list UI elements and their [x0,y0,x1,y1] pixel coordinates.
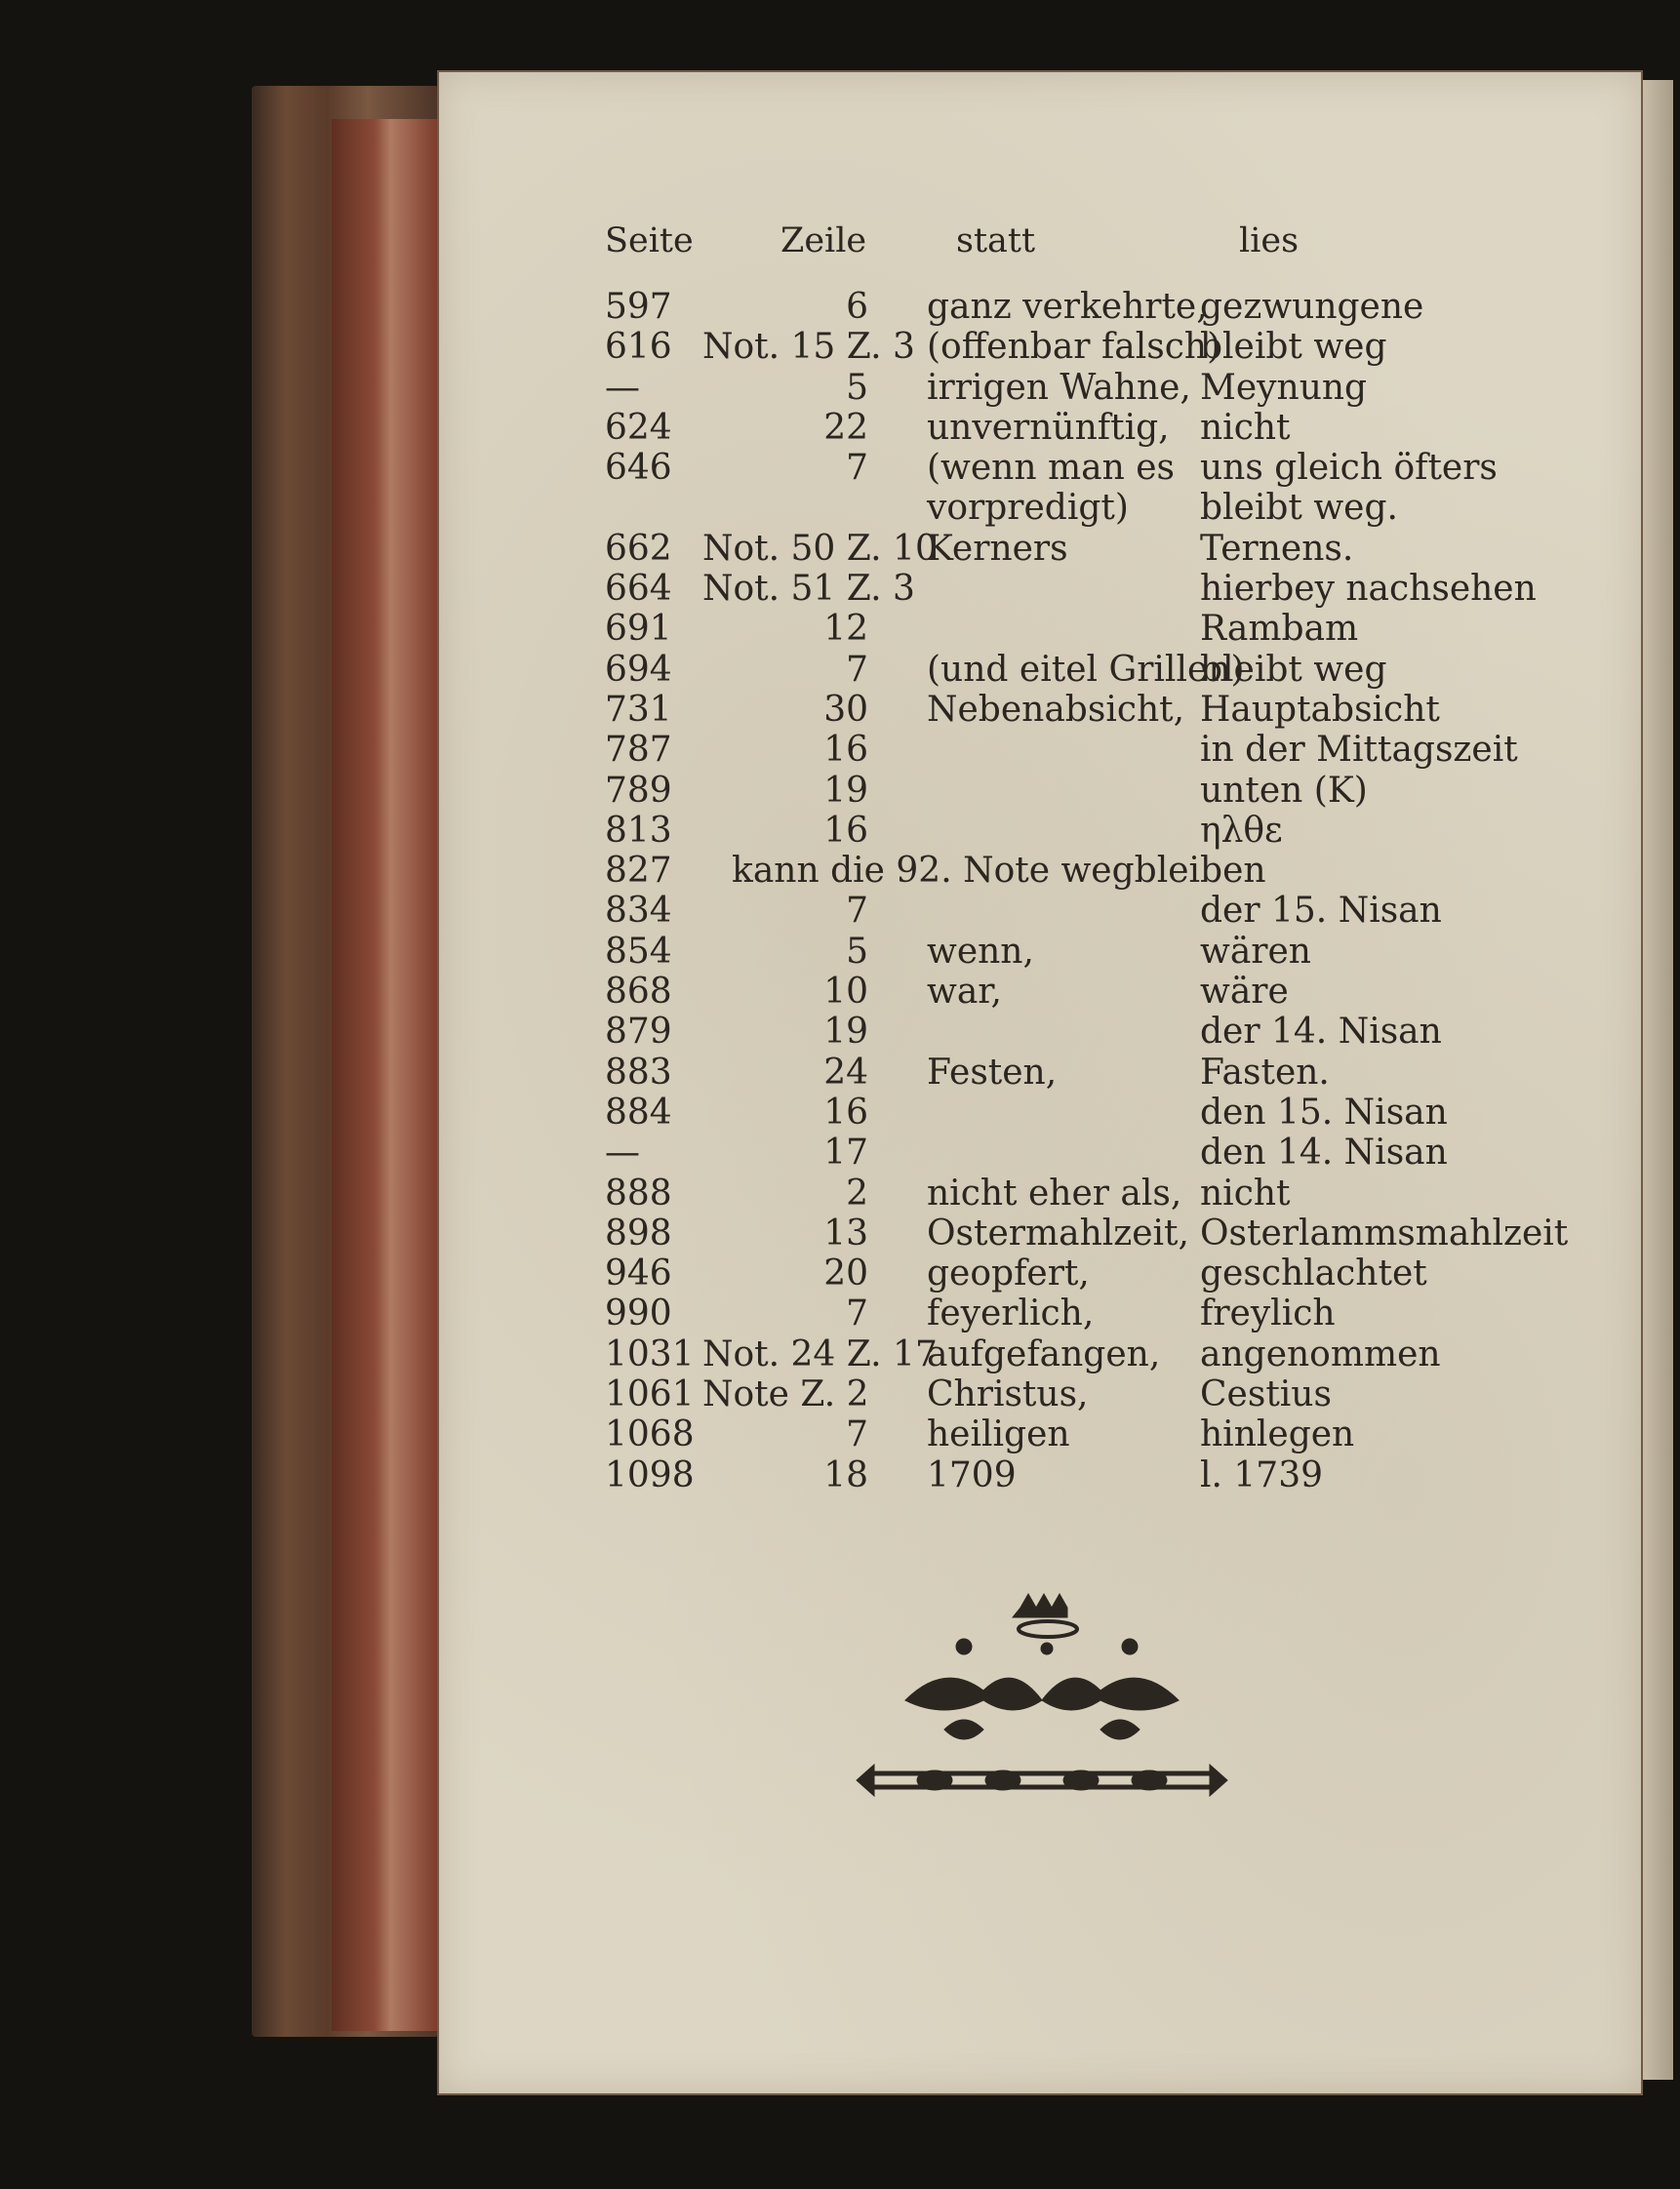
row-zeile: 24 [823,1052,868,1093]
row-seite: 691 [605,609,672,650]
errata-row [605,1374,1532,1414]
errata-row [605,771,1532,811]
row-zeile: 19 [823,1012,868,1053]
errata-row [605,1455,1532,1495]
row-lies: wäre [1200,972,1289,1013]
row-zeile: Not. 24 Z. 17 [702,1333,938,1374]
row-lies: angenommen [1200,1333,1441,1374]
row-statt: Christus, [927,1374,1089,1415]
errata-row [605,1294,1532,1333]
row-seite: 646 [605,448,672,489]
row-lies: bleibt weg [1200,649,1387,690]
row-lies: nicht [1200,407,1291,448]
row-seite: 990 [605,1294,672,1334]
row-lies: in der Mittagszeit [1200,730,1518,771]
errata-row [605,650,1532,690]
header-zeile: Zeile [780,221,867,260]
row-statt: (offenbar falsch) [927,327,1221,368]
row-lies: Hauptabsicht [1200,689,1440,730]
row-lies: geschlachtet [1200,1254,1427,1294]
row-seite: 946 [605,1254,672,1294]
errata-table [605,217,1569,1495]
row-seite: — [605,1133,640,1174]
row-seite: 1068 [605,1414,695,1455]
errata-row [605,690,1532,730]
row-lies: der 14. Nisan [1200,1012,1442,1053]
row-lies: der 15. Nisan [1200,891,1442,932]
row-lies: nicht [1200,1173,1291,1214]
row-statt: unvernünftig, [927,407,1170,448]
row-statt: Kerners [927,528,1068,569]
row-seite: 662 [605,528,672,569]
errata-row [605,932,1532,972]
row-lies: bleibt weg. [1200,488,1398,529]
row-seite: 664 [605,569,672,610]
row-zeile: Not. 15 Z. 3 [702,327,915,368]
row-zeile: 7 [846,1294,868,1334]
row-zeile: Not. 51 Z. 3 [702,569,915,610]
row-statt: Ostermahlzeit, [927,1213,1189,1254]
row-zeile: 16 [823,730,868,771]
row-statt: Festen, [927,1052,1058,1093]
row-statt: heiligen [927,1414,1070,1455]
errata-row [605,891,1532,931]
errata-row [605,1053,1532,1093]
row-zeile: 5 [846,367,868,408]
row-seite: 1061 [605,1374,695,1415]
errata-row [605,1254,1532,1294]
row-zeile: 16 [823,1092,868,1133]
row-lies: Ternens. [1200,528,1354,569]
errata-row [605,811,1532,851]
row-zeile: 30 [823,689,868,730]
row-zeile: 7 [846,448,868,489]
row-statt: war, [927,972,1002,1013]
crown-floral-vignette-icon [847,1588,1237,1822]
row-zeile: 7 [846,891,868,932]
row-lies: wären [1200,931,1311,972]
row-statt: irrigen Wahne, [927,367,1191,408]
row-statt: wenn, [927,931,1034,972]
row-zeile: 10 [823,972,868,1013]
row-lies: uns gleich öfters [1200,448,1498,489]
row-lies: unten (K) [1200,770,1368,811]
row-lies: l. 1739 [1200,1454,1324,1495]
row-lies: Fasten. [1200,1052,1330,1093]
errata-row [605,327,1532,367]
row-seite: 624 [605,407,672,448]
errata-row [605,1334,1532,1374]
row-lies: den 15. Nisan [1200,1092,1448,1133]
row-statt: Nebenabsicht, [927,689,1185,730]
row-lies: Rambam [1200,609,1359,650]
errata-row [605,1213,1569,1254]
errata-header [605,217,1532,287]
errata-row [605,1174,1532,1214]
header-seite: Seite [605,221,694,260]
page-edges [332,119,439,2031]
errata-row [605,408,1532,448]
errata-rows [605,287,1569,1495]
row-lies: bleibt weg [1200,327,1387,368]
row-statt: geopfert, [927,1254,1090,1294]
row-statt: ganz verkehrte, [927,287,1208,327]
row-zeile: 19 [823,770,868,811]
row-seite: 827 [605,851,672,892]
row-seite: 1031 [605,1333,695,1374]
row-lies: freylich [1200,1294,1336,1334]
header-statt: statt [956,221,1036,260]
row-zeile: 7 [846,1414,868,1455]
row-seite: 813 [605,810,672,851]
row-zeile: 12 [823,609,868,650]
errata-row [605,730,1532,770]
row-lies: den 14. Nisan [1200,1133,1448,1174]
errata-row [605,1414,1532,1454]
row-statt: (wenn man es [927,448,1175,489]
errata-row [605,972,1532,1012]
row-seite: 597 [605,287,672,327]
row-zeile: 20 [823,1254,868,1294]
row-lies: hinlegen [1200,1414,1355,1455]
row-statt: feyerlich, [927,1294,1095,1334]
row-zeile: Note Z. 2 [702,1374,869,1415]
row-zeile: 2 [846,1173,868,1214]
row-seite: 883 [605,1052,672,1093]
row-zeile: 16 [823,810,868,851]
row-seite: 884 [605,1092,672,1133]
row-seite: 834 [605,891,672,932]
errata-row [605,287,1532,327]
row-seite: 1098 [605,1454,695,1495]
row-note: kann die 92. Note wegbleiben [732,851,1266,892]
row-seite: 868 [605,972,672,1013]
row-statt: vorpredigt) [927,488,1129,529]
errata-row [605,851,1532,891]
row-zeile: 6 [846,287,868,327]
errata-row [605,448,1532,488]
row-zeile: 5 [846,931,868,972]
row-zeile: 22 [823,407,868,448]
row-statt: aufgefangen, [927,1333,1161,1374]
row-seite: — [605,367,640,408]
errata-row [605,1133,1532,1173]
row-lies: hierbey nachsehen [1200,569,1537,610]
row-seite: 694 [605,649,672,690]
row-seite: 787 [605,730,672,771]
header-lies: lies [1239,221,1300,260]
row-seite: 898 [605,1213,672,1254]
row-statt: (und eitel Grillen) [927,649,1245,690]
errata-row [605,488,1532,528]
errata-row [605,609,1532,649]
row-seite: 888 [605,1173,672,1214]
row-statt: nicht eher als, [927,1173,1182,1214]
row-lies: Meynung [1200,367,1368,408]
row-seite: 789 [605,770,672,811]
row-lies: ηλθε [1200,810,1283,851]
errata-row [605,1012,1532,1052]
row-lies: Cestius [1200,1374,1332,1415]
row-zeile: 13 [823,1213,868,1254]
row-seite: 616 [605,327,672,368]
row-seite: 731 [605,689,672,730]
row-statt: 1709 [927,1454,1017,1495]
errata-row [605,1093,1532,1133]
row-zeile: 18 [823,1454,868,1495]
errata-row [605,368,1532,408]
row-lies: gezwungene [1200,287,1424,327]
row-zeile: 7 [846,649,868,690]
errata-row [605,569,1537,610]
row-zeile: 17 [823,1133,868,1174]
row-zeile: Not. 50 Z. 10 [702,528,938,569]
row-lies: Osterlammsmahlzeit [1200,1213,1569,1254]
row-seite: 879 [605,1012,672,1053]
row-seite: 854 [605,931,672,972]
errata-row [605,529,1532,569]
